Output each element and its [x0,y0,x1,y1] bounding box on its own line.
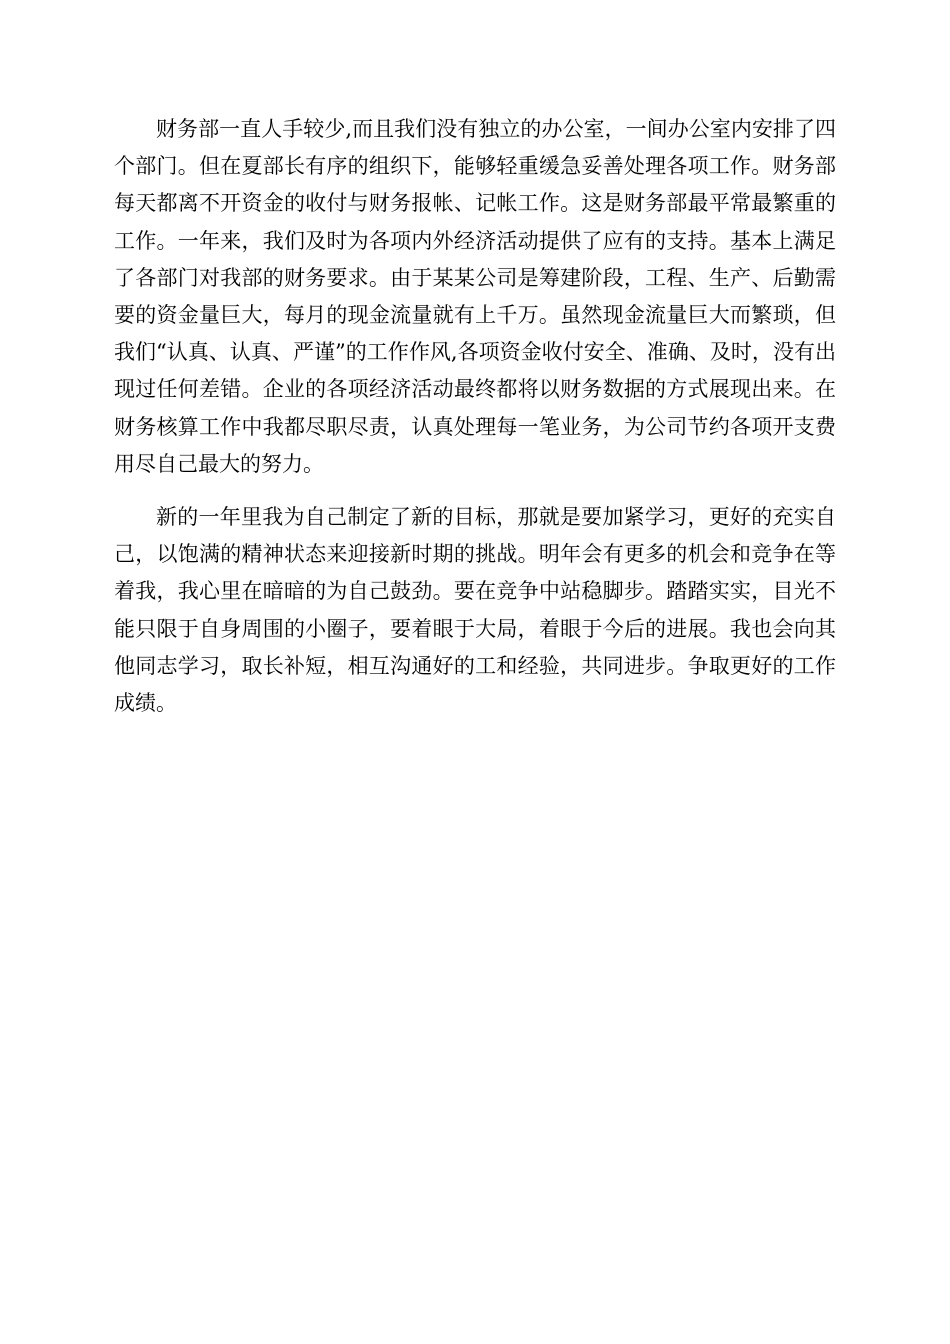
paragraph-finance-work: 财务部一直人手较少,而且我们没有独立的办公室，一间办公室内安排了四个部门。但在夏部长有序的组织下，能够轻重缓急妥善处理各项工作。财务部每天都离不开资金的收付与财务报帐、记帐工作。这是财务部最平常最繁重的工作。一年来，我们及时为各项内外经济活动提供了应有的支持。基本上满足了各部门对我部的财务要求。由于某某公司是筹建阶段，工程、生产、后勤需要的资金量巨大，每月的现金流量就有上千万。虽然现金流量巨大而繁琐，但我们“认真、认真、严谨”的工作作风,各项资金收付安全、准确、及时，没有出现过任何差错。企业的各项经济活动最终都将以财务数据的方式展现出来。在财务核算工作中我都尽职尽责，认真处理每一笔业务，为公司节约各项开支费用尽自己最大的努力。 [114,117,836,476]
paragraph-new-year-goals: 新的一年里我为自己制定了新的目标，那就是要加紧学习，更好的充实自己，以饱满的精神状态来迎接新时期的挑战。明年会有更多的机会和竞争在等着我，我心里在暗暗的为自己鼓劲。要在竞争中站稳脚步。踏踏实实，目光不能只限于自身周围的小圈子，要着眼于大局，着眼于今后的进展。我也会向其他同志学习，取长补短，相互沟通好的工和经验，共同进步。争取更好的工作成绩。 [114,505,836,716]
document-body [114,111,836,722]
